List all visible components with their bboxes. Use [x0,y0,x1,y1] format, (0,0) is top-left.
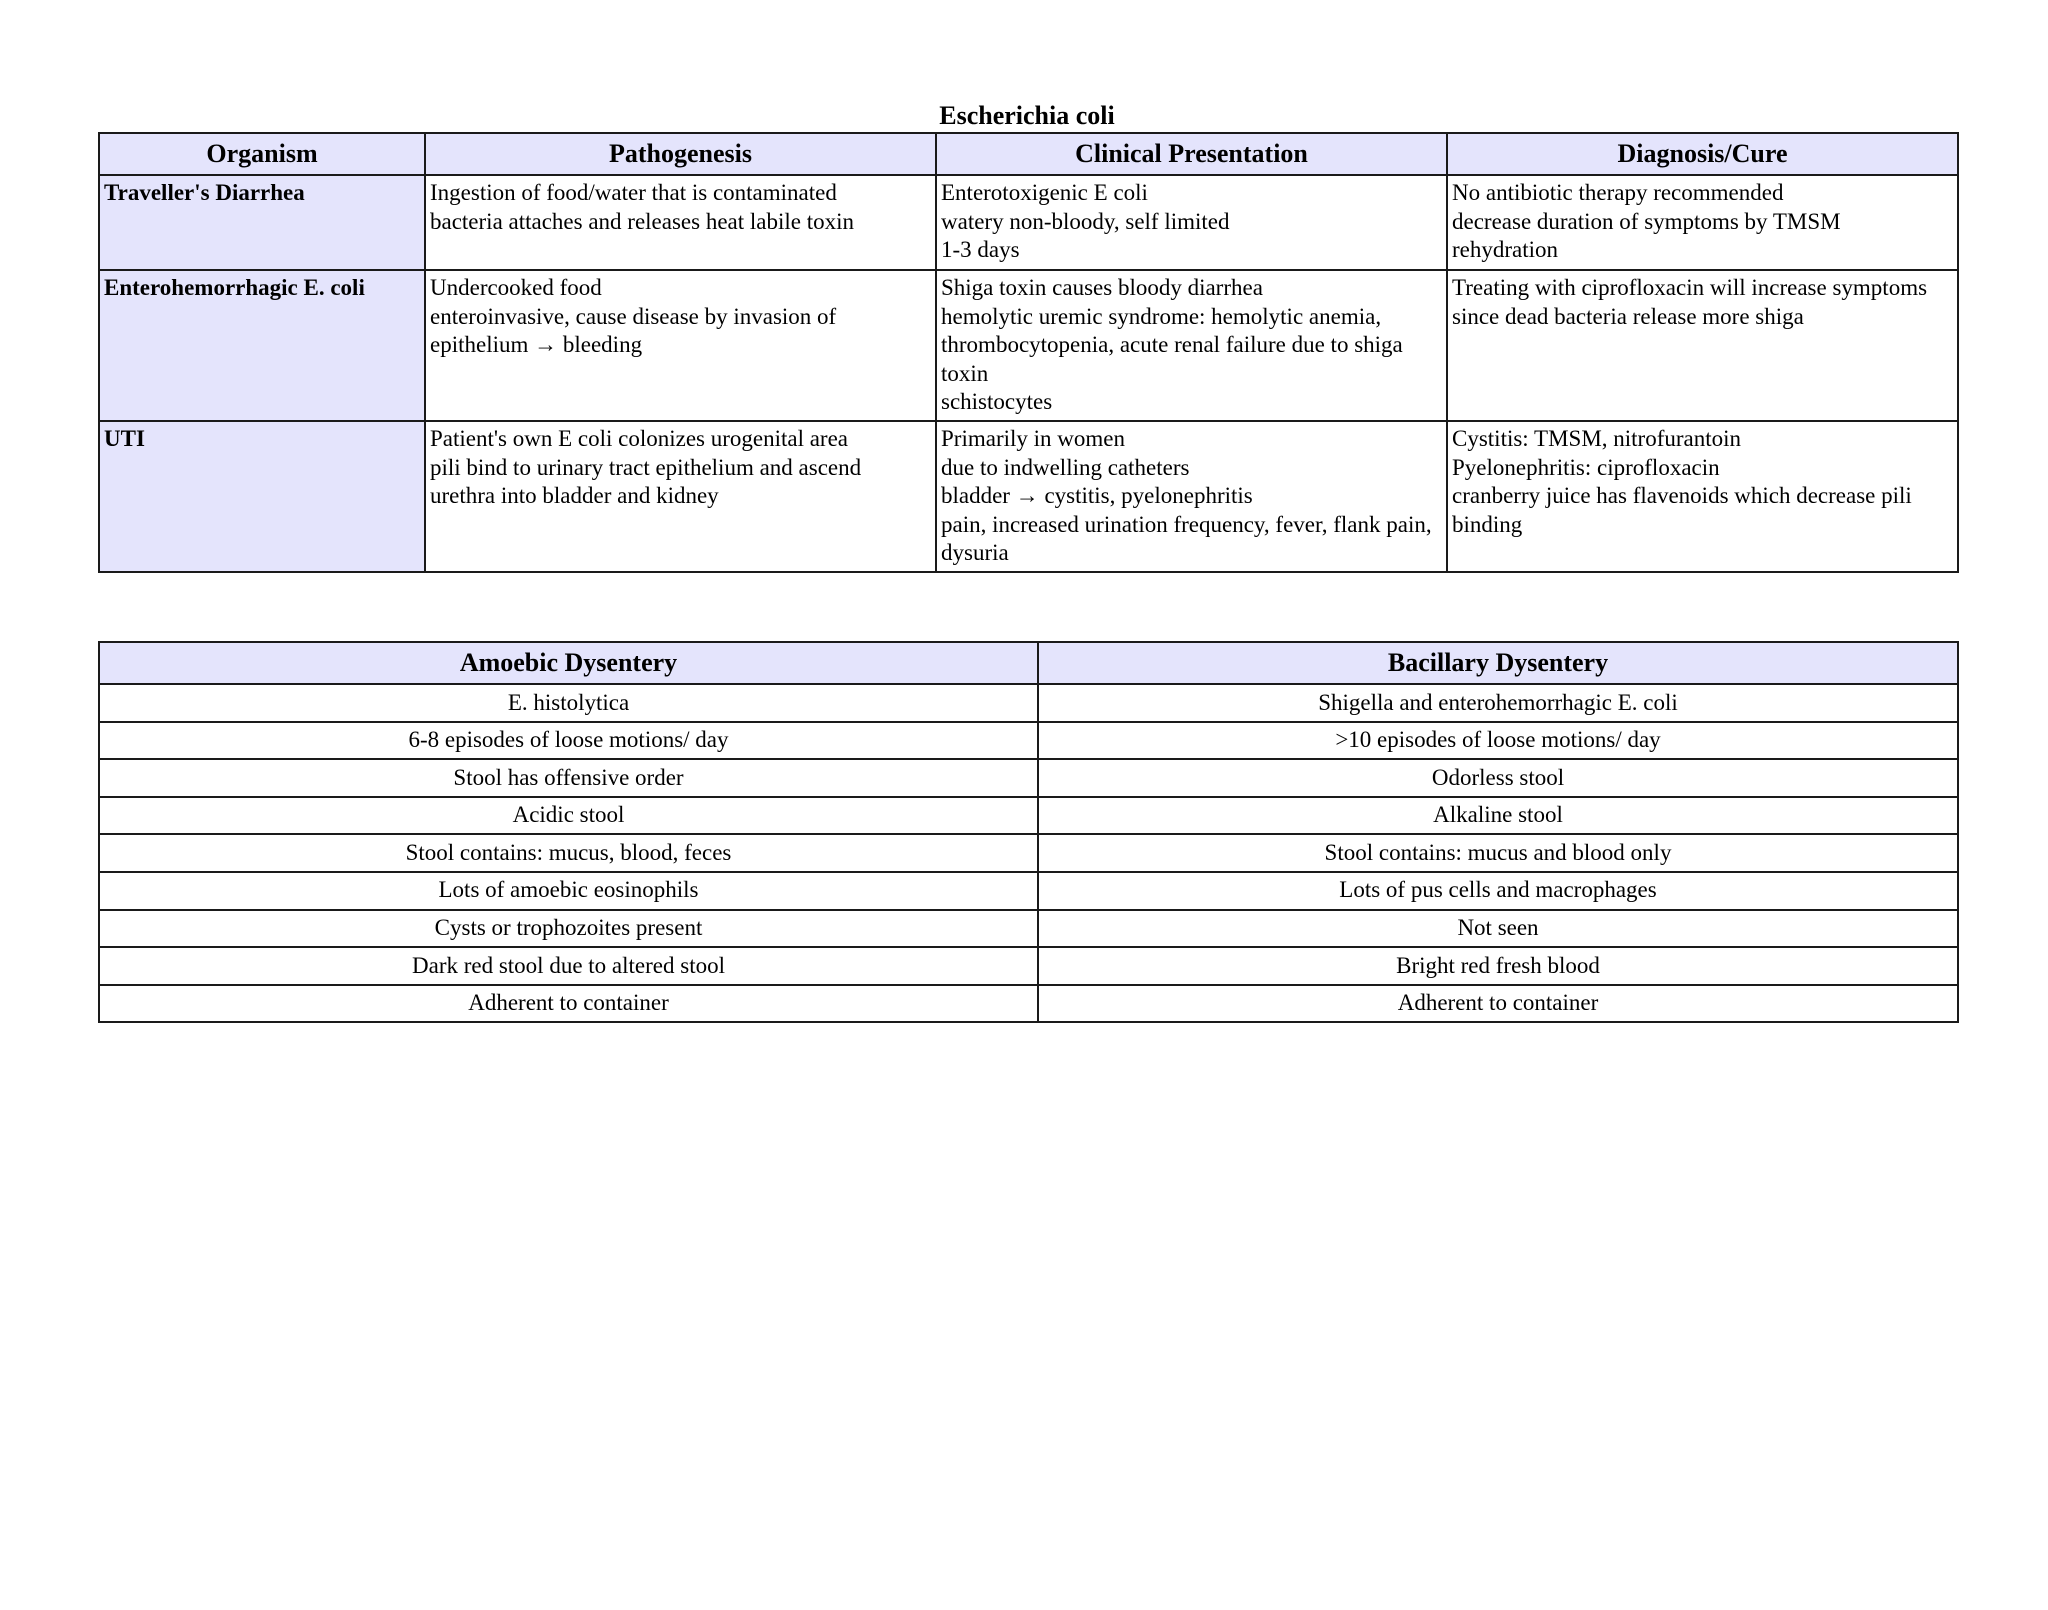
bacillary-cell: Odorless stool [1038,759,1958,797]
column-header-pathogenesis: Pathogenesis [425,133,936,175]
table-row [99,722,1958,760]
table-row [99,834,1958,872]
bacillary-cell: >10 episodes of loose motions/ day [1038,722,1958,760]
amoebic-cell: Dark red stool due to altered stool [99,947,1038,985]
clinical-presentation-cell: Shiga toxin causes bloody diarrhea hemolytic uremic syndrome: hemolytic anemia, thrombocytopenia, acute renal failure due to shiga toxin schistocytes [936,270,1447,421]
amoebic-cell: E. histolytica [99,684,1038,722]
amoebic-cell: Acidic stool [99,797,1038,835]
table-row [99,985,1958,1023]
table-row [99,910,1958,948]
page-title: Escherichia coli [939,101,1115,130]
bacillary-cell: Lots of pus cells and macrophages [1038,872,1958,910]
table-row [99,759,1958,797]
ecoli-header-row [99,133,1958,175]
amoebic-cell: Cysts or trophozoites present [99,910,1038,948]
pathogenesis-cell: Undercooked food enteroinvasive, cause disease by invasion of epithelium → bleeding [425,270,936,421]
amoebic-cell: Stool contains: mucus, blood, feces [99,834,1038,872]
diagnosis-cure-cell: Treating with ciprofloxacin will increase symptoms since dead bacteria release more shiga [1447,270,1958,421]
table-row [99,175,1958,270]
amoebic-cell: 6-8 episodes of loose motions/ day [99,722,1038,760]
table-row [99,684,1958,722]
table-row [99,797,1958,835]
bacillary-cell: Shigella and enterohemorrhagic E. coli [1038,684,1958,722]
table-row [99,872,1958,910]
organism-cell: UTI [99,421,425,572]
column-header-diagnosis-cure: Diagnosis/Cure [1447,133,1958,175]
bacillary-cell: Stool contains: mucus and blood only [1038,834,1958,872]
column-header-organism: Organism [99,133,425,175]
bacillary-cell: Alkaline stool [1038,797,1958,835]
pathogenesis-cell: Ingestion of food/water that is contaminated bacteria attaches and releases heat labile toxin [425,175,936,270]
clinical-presentation-cell: Enterotoxigenic E coli watery non-bloody, self limited 1-3 days [936,175,1447,270]
table-row [99,947,1958,985]
organism-cell: Traveller's Diarrhea [99,175,425,270]
ecoli-table [98,132,1959,573]
dysentery-header-row [99,642,1958,684]
pathogenesis-cell: Patient's own E coli colonizes urogenital area pili bind to urinary tract epithelium and ascend urethra into bladder and kidney [425,421,936,572]
table-row [99,421,1958,572]
amoebic-cell: Lots of amoebic eosinophils [99,872,1038,910]
organism-cell: Enterohemorrhagic E. coli [99,270,425,421]
bacillary-cell: Not seen [1038,910,1958,948]
column-header-clinical-presentation: Clinical Presentation [936,133,1447,175]
diagnosis-cure-cell: Cystitis: TMSM, nitrofurantoin Pyelonephritis: ciprofloxacin cranberry juice has flavenoids which decrease pili binding [1447,421,1958,572]
column-header-bacillary-dysentery: Bacillary Dysentery [1038,642,1958,684]
dysentery-table [98,641,1959,1023]
amoebic-cell: Adherent to container [99,985,1038,1023]
amoebic-cell: Stool has offensive order [99,759,1038,797]
bacillary-cell: Adherent to container [1038,985,1958,1023]
diagnosis-cure-cell: No antibiotic therapy recommended decrease duration of symptoms by TMSM rehydration [1447,175,1958,270]
bacillary-cell: Bright red fresh blood [1038,947,1958,985]
column-header-amoebic-dysentery: Amoebic Dysentery [99,642,1038,684]
table-row [99,270,1958,421]
clinical-presentation-cell: Primarily in women due to indwelling catheters bladder → cystitis, pyelonephritis pain, increased urination frequency, fever, flank pain, dysuria [936,421,1447,572]
